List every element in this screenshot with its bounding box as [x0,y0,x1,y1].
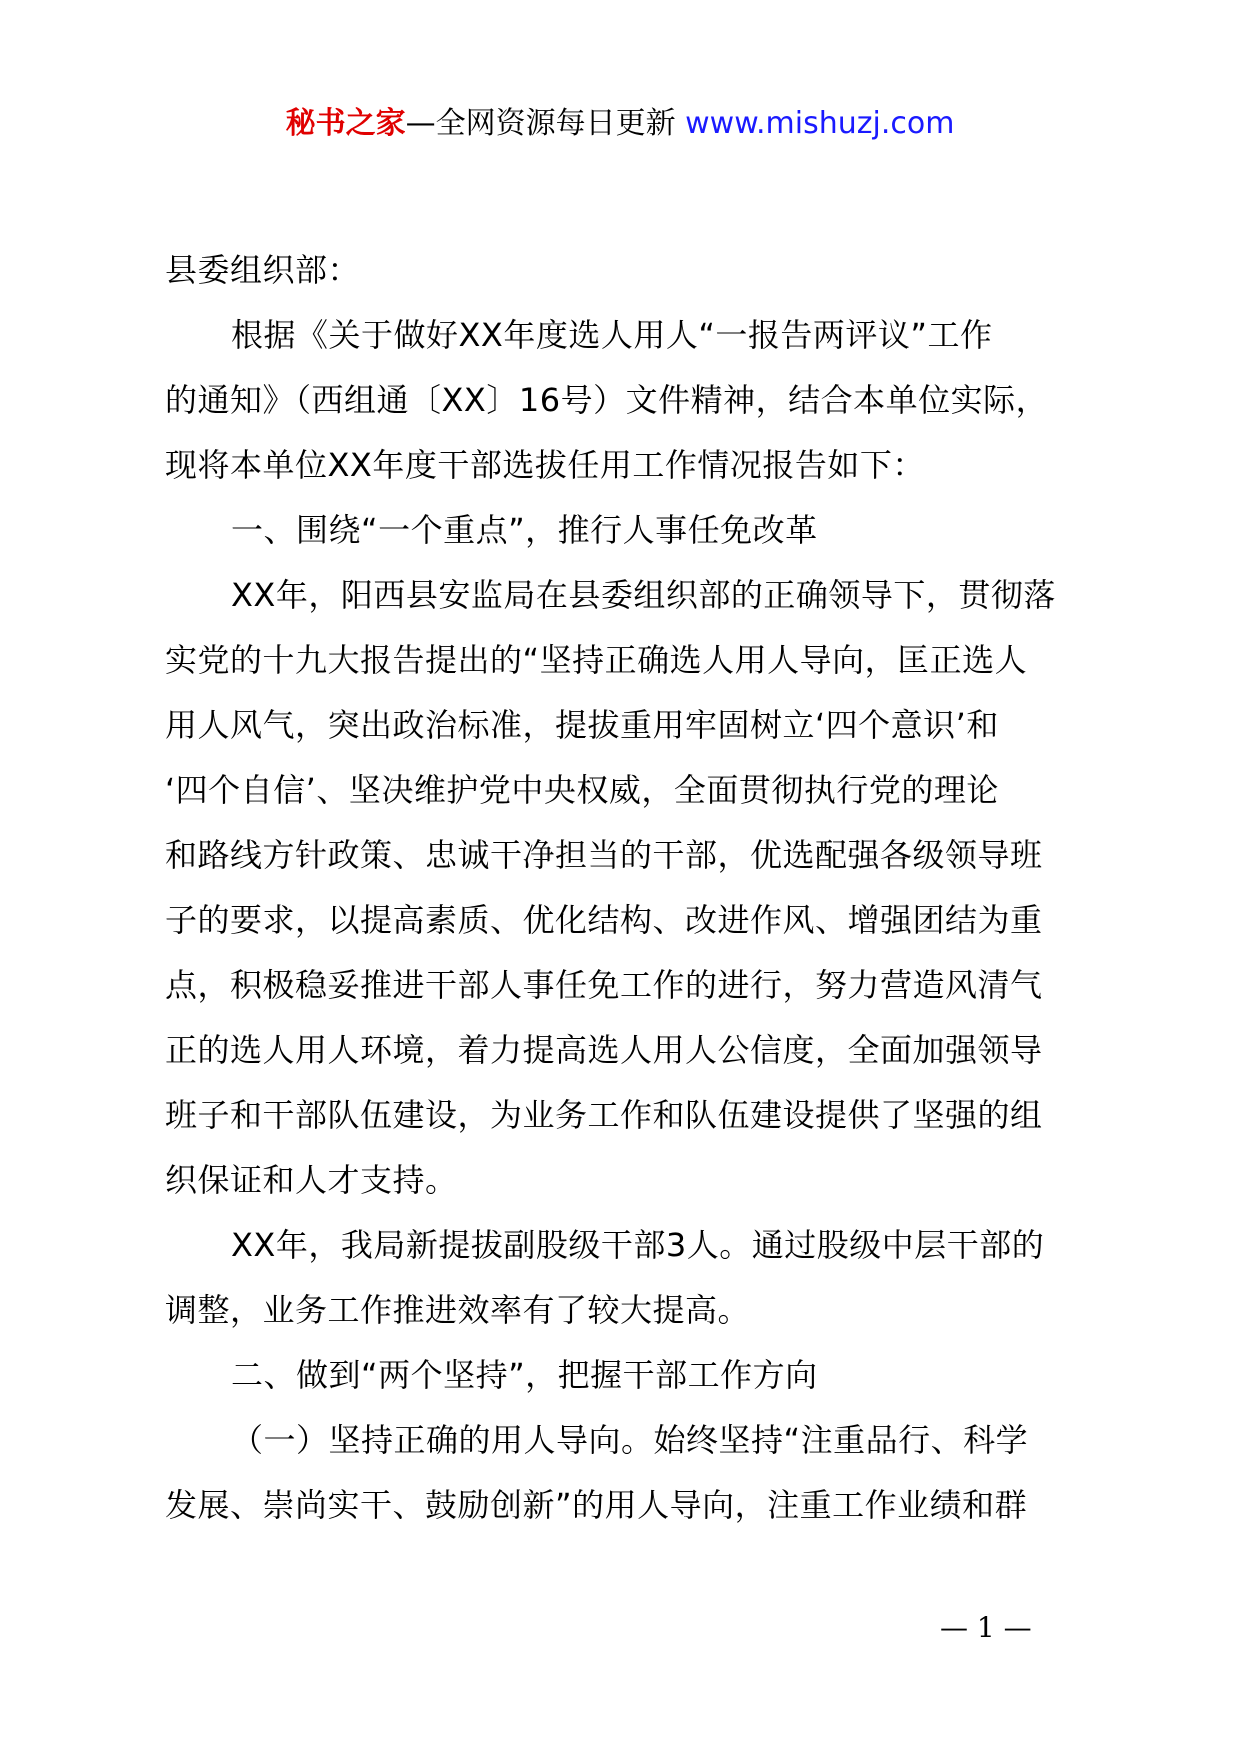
text-line: 实党的十九大报告提出的“坚持正确选人用人导向，匡正选人 [165,641,1028,679]
text-line: 一、围绕“一个重点”，推行人事任免改革 [231,511,818,549]
text-line: 和路线方针政策、忠诚干净担当的干部，优选配强各级领导班 [165,836,1043,874]
text-line: XX年，我局新提拔副股级干部3人。通过股级中层干部的 [231,1226,1045,1264]
text-line: 根据《关于做好XX年度选人用人“一报告两评议”工作 [231,316,993,354]
text-line: 点，积极稳妥推进干部人事任免工作的进行，努力营造风清气 [165,966,1043,1004]
page-number: — 1 — [940,1611,1032,1644]
text-line: 发展、崇尚实干、鼓励创新”的用人导向，注重工作业绩和群 [165,1486,1028,1524]
header-url[interactable]: www.mishuzj.com [685,106,955,141]
text-line: 现将本单位XX年度干部选拔任用工作情况报告如下： [165,446,925,484]
text-line: 调整，业务工作推进效率有了较大提高。 [165,1291,751,1329]
text-line: 正的选人用人环境，着力提高选人用人公信度，全面加强领导 [165,1031,1043,1069]
text-line: （一）坚持正确的用人导向。始终坚持“注重品行、科学 [231,1421,1029,1459]
text-line: 班子和干部队伍建设，为业务工作和队伍建设提供了坚强的组 [165,1096,1043,1134]
text-line: 用人风气，突出政治标准，提拔重用牢固树立‘四个意识’和 [165,706,999,744]
document-body [165,238,1125,1538]
text-line: 织保证和人才支持。 [165,1161,458,1199]
page-header [0,98,1240,150]
text-line: 二、做到“两个坚持”，把握干部工作方向 [231,1356,818,1394]
text-line: 的通知》（西组通〔XX〕16号）文件精神，结合本单位实际， [165,381,1049,419]
text-line: ‘四个自信’、坚决维护党中央权威，全面贯彻执行党的理论 [165,771,999,809]
brand-name: 秘书之家 [285,106,406,141]
text-line: XX年，阳西县安监局在县委组织部的正确领导下，贯彻落 [231,576,1056,614]
text-line: 县委组织部： [165,251,361,289]
text-line: 子的要求，以提高素质、优化结构、改进作风、增强团结为重 [165,901,1043,939]
header-tagline: —全网资源每日更新 [405,106,676,141]
